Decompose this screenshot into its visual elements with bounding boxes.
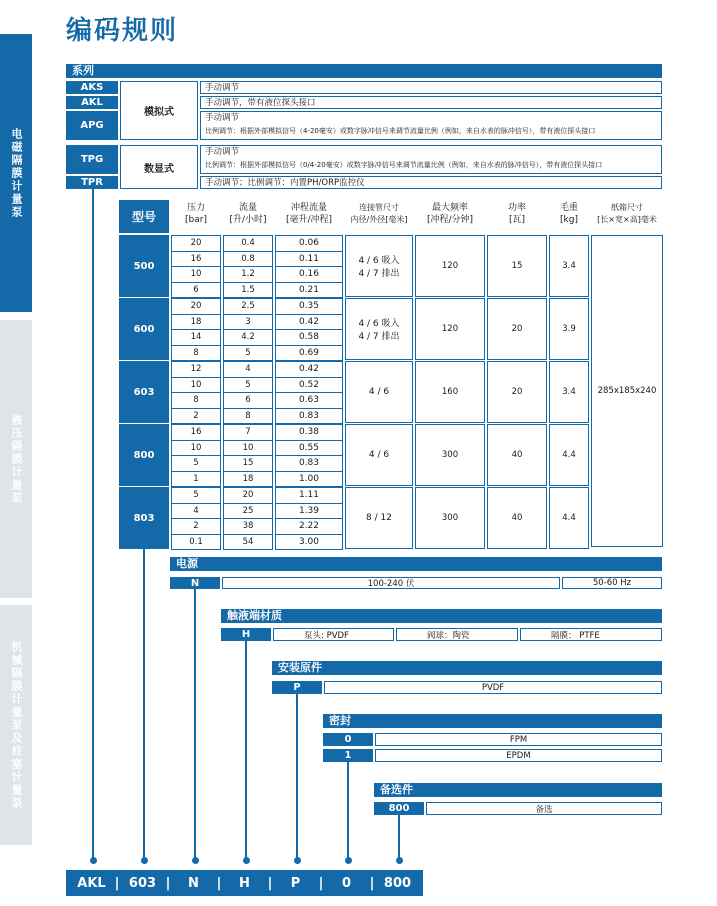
- power-cell: 40: [487, 487, 547, 549]
- pressure-cell: 2: [171, 408, 221, 425]
- material-ball: 阀球：陶瓷: [396, 628, 518, 641]
- pressure-cell: 16: [171, 424, 221, 441]
- pressure-cell: 1: [171, 471, 221, 488]
- side-tab-label: 机械隔膜计量泵及柱塞计量泵: [10, 640, 23, 810]
- stroke-cell: 0.35: [275, 298, 343, 315]
- order-code-model: 603: [128, 875, 157, 891]
- material-diaphragm: 隔膜： PTFE: [520, 628, 662, 641]
- side-tab-hydraulic[interactable]: [0, 320, 32, 598]
- page-title: 编码规则: [66, 16, 179, 46]
- stroke-cell: 0.83: [275, 455, 343, 472]
- flow-cell: 10: [223, 440, 273, 457]
- flow-cell: 7: [223, 424, 273, 441]
- pressure-cell: 6: [171, 282, 221, 299]
- seal-code-1: 1: [323, 749, 373, 762]
- tube-size-cell: [345, 424, 413, 486]
- series-desc-akl: 手动调节，带有液位探头接口: [200, 96, 662, 109]
- pressure-cell: 10: [171, 266, 221, 283]
- tube-size-line: 4 / 6 吸入: [358, 256, 400, 266]
- order-code-power: N: [188, 875, 199, 891]
- header-flow: 流量 [升/小时]: [229, 203, 267, 225]
- flow-cell: 0.4: [223, 235, 273, 252]
- header-tube: 连接管尺寸 内径/外径[毫米]: [350, 203, 408, 224]
- power-code: N: [170, 577, 220, 589]
- power-frequency: 50-60 Hz: [562, 577, 662, 589]
- flow-cell: 8: [223, 408, 273, 425]
- stroke-cell: 0.16: [275, 266, 343, 283]
- model-code: 803: [119, 487, 169, 549]
- tube-size-line: 4 / 6: [368, 450, 390, 460]
- connector-install: [296, 694, 298, 861]
- flow-cell: 3: [223, 314, 273, 331]
- flow-cell: 54: [223, 534, 273, 551]
- pressure-cell: 0.1: [171, 534, 221, 551]
- options-header: 备选件: [374, 783, 662, 797]
- flow-cell: 25: [223, 503, 273, 520]
- tube-size-cell: [345, 298, 413, 360]
- pressure-cell: 20: [171, 235, 221, 252]
- max-frequency-cell: 160: [415, 361, 485, 423]
- flow-cell: 1.5: [223, 282, 273, 299]
- stroke-cell: 0.58: [275, 329, 343, 346]
- header-pressure: 压力 [bar]: [185, 203, 207, 225]
- model-code: 603: [119, 361, 169, 423]
- connector-dot: [192, 857, 199, 864]
- stroke-cell: 2.22: [275, 518, 343, 535]
- pressure-cell: 12: [171, 361, 221, 378]
- tube-size-cell: [345, 361, 413, 423]
- header-weight: 毛重 [kg]: [559, 203, 578, 225]
- header-stroke: 冲程流量 [毫升/冲程]: [285, 203, 333, 225]
- max-frequency-cell: 120: [415, 235, 485, 297]
- stroke-cell: 0.55: [275, 440, 343, 457]
- max-frequency-cell: 120: [415, 298, 485, 360]
- series-desc-tpr: 手动调节；比例调节：内置PH/ORP监控仪: [200, 176, 662, 189]
- model-code: 500: [119, 235, 169, 297]
- order-code-seal: 0: [341, 875, 352, 891]
- power-cell: 40: [487, 424, 547, 486]
- tube-size-cell: [345, 487, 413, 549]
- power-cell: 20: [487, 361, 547, 423]
- flow-cell: 5: [223, 377, 273, 394]
- series-code-tpg: TPG: [66, 145, 118, 174]
- header-freq: 最大频率 [冲程/分钟]: [426, 203, 474, 225]
- side-tab-label: 电磁隔膜计量泵: [10, 127, 23, 219]
- tube-size-line: 4 / 6: [368, 387, 390, 397]
- material-code: H: [221, 628, 271, 641]
- connector-dot: [243, 857, 250, 864]
- connector-seal: [347, 762, 349, 861]
- pressure-cell: 10: [171, 440, 221, 457]
- weight-cell: 3.4: [549, 235, 589, 297]
- pressure-cell: 5: [171, 487, 221, 504]
- options-value: 备选: [426, 802, 662, 815]
- order-code-install: P: [290, 875, 301, 891]
- tube-size-line: 8 / 12: [366, 513, 392, 523]
- series-code-aks: AKS: [66, 81, 118, 94]
- seal-header: 密封: [323, 714, 662, 728]
- weight-cell: 4.4: [549, 487, 589, 549]
- stroke-cell: 0.06: [275, 235, 343, 252]
- pressure-cell: 10: [171, 377, 221, 394]
- stroke-cell: 0.42: [275, 361, 343, 378]
- connector-dot: [294, 857, 301, 864]
- series-desc-aks: 手动调节: [200, 81, 662, 94]
- stroke-cell: 0.21: [275, 282, 343, 299]
- flow-cell: 2.5: [223, 298, 273, 315]
- side-tab-electromagnetic[interactable]: [0, 34, 32, 312]
- flow-cell: 4.2: [223, 329, 273, 346]
- series-group-analog: 模拟式: [120, 81, 198, 140]
- connector-material: [245, 641, 247, 861]
- series-header: 系列: [66, 64, 662, 78]
- connector-dot: [345, 857, 352, 864]
- tube-size-cell: [345, 235, 413, 297]
- connector-options: [398, 815, 400, 861]
- pressure-cell: 8: [171, 345, 221, 362]
- pressure-cell: 16: [171, 251, 221, 268]
- pressure-cell: 2: [171, 518, 221, 535]
- pressure-cell: 4: [171, 503, 221, 520]
- tube-size-line: 4 / 6 吸入: [358, 319, 400, 329]
- weight-cell: 3.4: [549, 361, 589, 423]
- side-tab-label: 液压隔膜计量泵: [10, 413, 23, 505]
- power-header: 电源: [170, 557, 662, 571]
- stroke-cell: 0.83: [275, 408, 343, 425]
- seal-value-0: FPM: [375, 733, 662, 746]
- stroke-cell: 0.42: [275, 314, 343, 331]
- side-tab-mechanical[interactable]: [0, 605, 32, 845]
- pressure-cell: 14: [171, 329, 221, 346]
- max-frequency-cell: 300: [415, 487, 485, 549]
- series-code-tpr: TPR: [66, 176, 118, 189]
- install-code: P: [272, 681, 322, 694]
- material-header: 触液端材质: [221, 609, 662, 623]
- connector-dot: [141, 857, 148, 864]
- weight-cell: 4.4: [549, 424, 589, 486]
- header-power: 功率 [瓦]: [507, 203, 526, 225]
- stroke-cell: 0.52: [275, 377, 343, 394]
- flow-cell: 0.8: [223, 251, 273, 268]
- series-group-digital: 数显式: [120, 145, 198, 189]
- pressure-cell: 18: [171, 314, 221, 331]
- order-code-material: H: [239, 875, 250, 891]
- flow-cell: 1.2: [223, 266, 273, 283]
- options-code: 800: [374, 802, 424, 815]
- install-header: 安装原件: [272, 661, 662, 675]
- pressure-cell: 20: [171, 298, 221, 315]
- install-value: PVDF: [324, 681, 662, 694]
- stroke-cell: 3.00: [275, 534, 343, 551]
- stroke-cell: 0.63: [275, 392, 343, 409]
- weight-cell: 3.9: [549, 298, 589, 360]
- connector-series: [92, 189, 94, 861]
- flow-cell: 38: [223, 518, 273, 535]
- series-desc-tpg: 手动调节 比例调节：根据外部模拟信号（0/4-20毫安）或数字脉冲信号来调节流量比例（例如，来自水表的脉冲信号），带有液位探头接口: [200, 145, 662, 174]
- pressure-cell: 5: [171, 455, 221, 472]
- model-code: 600: [119, 298, 169, 360]
- stroke-cell: 1.11: [275, 487, 343, 504]
- model-header: 型号: [119, 200, 169, 233]
- stroke-cell: 0.38: [275, 424, 343, 441]
- seal-value-1: EPDM: [375, 749, 662, 762]
- stroke-cell: 0.11: [275, 251, 343, 268]
- flow-cell: 20: [223, 487, 273, 504]
- series-code-akl: AKL: [66, 96, 118, 109]
- tube-size-line: 4 / 7 排出: [358, 332, 400, 342]
- carton-size: 285x185x240: [591, 235, 663, 547]
- order-code-bar: AKL | 603 | N | H | P | 0 | 800: [66, 870, 423, 896]
- flow-cell: 5: [223, 345, 273, 362]
- header-carton: 纸箱尺寸 [长×宽×高]毫米: [597, 203, 657, 224]
- series-code-apg: APG: [66, 111, 118, 140]
- max-frequency-cell: 300: [415, 424, 485, 486]
- series-desc-apg: 手动调节 比例调节：根据外部模拟信号（4-20毫安）或数字脉冲信号来调节流量比例（例如，来自水表的脉冲信号），带有液位探头接口: [200, 111, 662, 140]
- model-code: 800: [119, 424, 169, 486]
- pressure-cell: 8: [171, 392, 221, 409]
- connector-model: [143, 547, 145, 861]
- stroke-cell: 1.39: [275, 503, 343, 520]
- flow-cell: 4: [223, 361, 273, 378]
- tube-size-line: 4 / 7 排出: [358, 269, 400, 279]
- connector-dot: [396, 857, 403, 864]
- order-code-series: AKL: [77, 875, 106, 891]
- flow-cell: 18: [223, 471, 273, 488]
- flow-cell: 15: [223, 455, 273, 472]
- power-cell: 20: [487, 298, 547, 360]
- power-cell: 15: [487, 235, 547, 297]
- stroke-cell: 1.00: [275, 471, 343, 488]
- stroke-cell: 0.69: [275, 345, 343, 362]
- order-code-options: 800: [383, 875, 412, 891]
- connector-dot: [90, 857, 97, 864]
- connector-power: [194, 589, 196, 861]
- material-head: 泵头: PVDF: [273, 628, 394, 641]
- seal-code-0: 0: [323, 733, 373, 746]
- flow-cell: 6: [223, 392, 273, 409]
- power-voltage: 100-240 伏: [222, 577, 560, 589]
